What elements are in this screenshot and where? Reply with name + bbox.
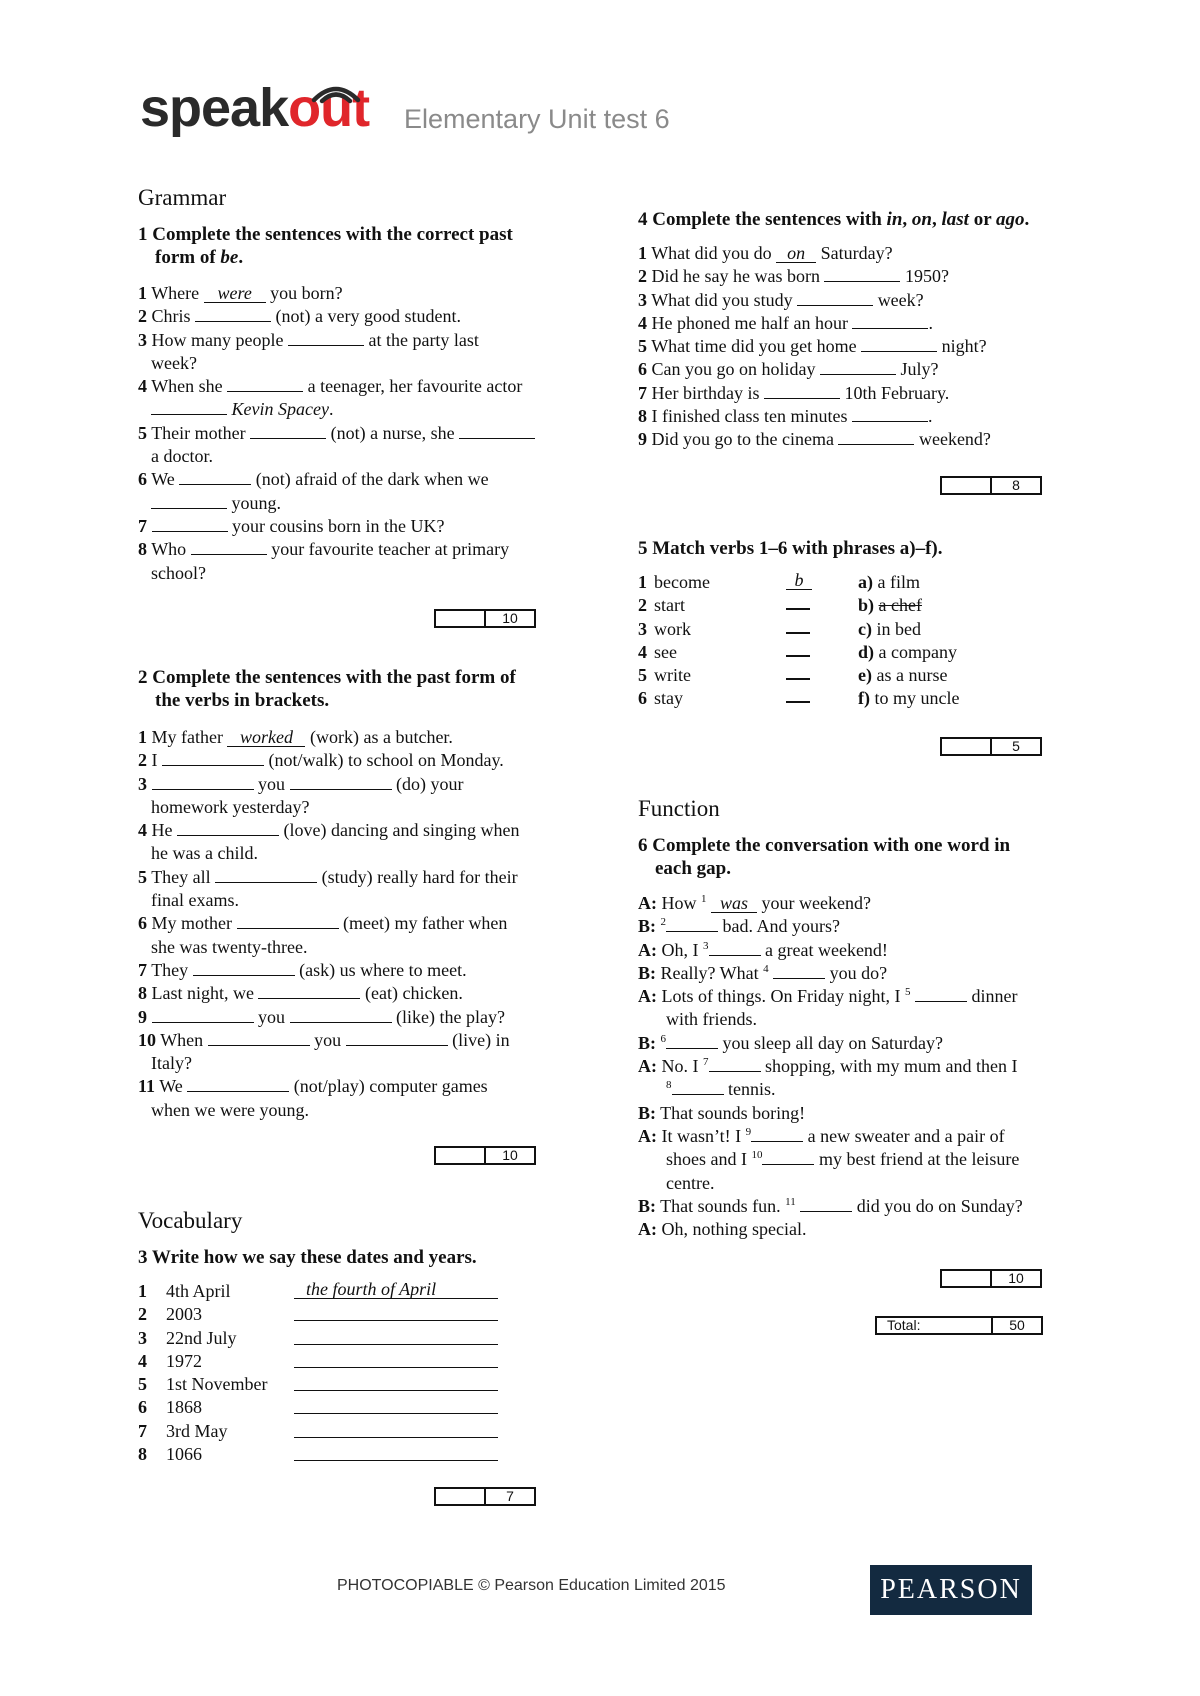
answer-blank[interactable]: [151, 400, 227, 415]
answer-blank[interactable]: [177, 821, 279, 836]
q2-item: 6 My mother (meet) my father when: [138, 913, 508, 934]
answer-blank[interactable]: [152, 1008, 254, 1023]
pearson-logo: PEARSON: [870, 1565, 1032, 1615]
q1-item: 4 When she a teenager, her favourite actor: [138, 376, 523, 397]
q3-item: 5 1st November: [138, 1373, 518, 1396]
match-blank[interactable]: [786, 618, 810, 634]
answer-blank[interactable]: [288, 331, 364, 346]
q4-items: [638, 242, 1068, 452]
dialogue-line: B: That sounds fun. $^{11}$ did you do on Sunday?: [638, 1195, 1023, 1216]
answer-blank[interactable]: [294, 1353, 498, 1368]
q6-score-box[interactable]: 10: [940, 1269, 1042, 1288]
answer-blank[interactable]: [773, 964, 825, 979]
answer-example: worked: [227, 728, 305, 747]
answer-blank[interactable]: [195, 307, 271, 322]
match-row: 3 work c) in bed: [638, 618, 921, 639]
answer-blank[interactable]: [709, 941, 761, 956]
q1-item: 7 your cousins born in the UK?: [138, 515, 445, 536]
q1-item: 2 Chris (not) a very good student.: [138, 306, 461, 327]
q2-item: 8 Last night, we (eat) chicken.: [138, 983, 463, 1004]
q3-item: 6 1868: [138, 1396, 518, 1419]
answer-blank[interactable]: [672, 1080, 724, 1095]
answer-blank[interactable]: [666, 917, 718, 932]
answer-blank[interactable]: [852, 407, 928, 422]
answer-blank[interactable]: [838, 430, 914, 445]
q3-score-box[interactable]: 7: [434, 1487, 536, 1506]
q1-instructions: 1 Complete the sentences with the correct past form of be.: [138, 224, 513, 268]
q4-item: 9 Did you go to the cinema weekend?: [638, 429, 991, 450]
answer-blank[interactable]: [290, 775, 392, 790]
q3-item: 4 1972: [138, 1350, 518, 1373]
q2-items: 1 My father worked (work) as a butcher. 2 I (not/walk) to school on Monday. 3 you (do) your homework yesterday? 4 He (love) dancing and singing when he was a child. 5 They all (study) really hard for their final exams. 6 My mother (meet) my father when she was twenty-three. 7 They (ask) us where to meet. 8 Last night, we (eat) chicken. 9 you (like) the play? 10 When you (live) in Italy? 11 We (not/play) computer games when we were young.: [138, 726, 598, 1122]
q1-items: 1 Where were you born? 2 Chris (not) a very good student. 3 How many people at the party last week? 4 When she a teenager, her favourite actor Kevin Spacey. 5 Their mother (not) a nurse, she a doctor. 6 We (not) afraid of the dark when we young. 7 your cousins born in the UK? 8 Who your favourite teacher at primary school?: [138, 282, 598, 585]
match-row: 1 become b a) a film: [638, 570, 920, 592]
q2-item: 4 He (love) dancing and singing when: [138, 820, 520, 841]
dialogue-line: B: $^6$ you sleep all day on Saturday?: [638, 1032, 943, 1053]
match-blank[interactable]: [786, 664, 810, 680]
q4-item: 7 Her birthday is 10th February.: [638, 382, 950, 403]
answer-blank[interactable]: [824, 267, 900, 282]
answer-blank[interactable]: [861, 337, 937, 352]
q1-item: 6 We (not) afraid of the dark when we: [138, 469, 489, 490]
answer-blank[interactable]: [187, 1077, 289, 1092]
answer-blank[interactable]: [237, 914, 339, 929]
total-score-box[interactable]: Total: 50: [875, 1316, 1043, 1335]
q4-item: 8 I finished class ten minutes .: [638, 406, 933, 427]
q1-item: 1 Where were you born?: [138, 283, 343, 303]
function-heading: Function: [638, 796, 720, 821]
match-row: 5 write e) as a nurse: [638, 665, 948, 686]
match-row: 6 stay f) to my uncle: [638, 688, 960, 709]
answer-blank[interactable]: [294, 1399, 498, 1414]
answer-blank[interactable]: [666, 1034, 718, 1049]
answer-blank[interactable]: [258, 984, 360, 999]
answer-blank[interactable]: [290, 1008, 392, 1023]
q6-dialogue: A: How $^1$ was your weekend? B: $^2$ bad. And yours? A: Oh, I $^3$ a great weekend! B: Really? What $^4$ you do? A: Lots of things. On Friday night, I $^5$ dinner with friends. B: $^6$ you sleep all day on Saturday? A: No. I $^7$ shopping, with my mum and then I $^8$ tennis. B: That sounds boring! A: It wasn’t! I $^9$ a new sweater and a pair of shoes and I $^{10}$ my best friend at the leisure centre. B: That sounds fun. $^{11}$ did you do on Sunday? A: Oh, nothing special.: [638, 892, 1088, 1241]
q1-item: 3 How many people at the party last: [138, 329, 479, 350]
q4-item: 6 Can you go on holiday July?: [638, 359, 939, 380]
match-blank[interactable]: [786, 687, 810, 703]
dialogue-line: A: Lots of things. On Friday night, I $^5$ dinner: [638, 986, 1018, 1007]
answer-example: the fourth of April: [294, 1280, 498, 1299]
q2-item: 10 When you (live) in: [138, 1029, 510, 1050]
answer-blank[interactable]: [294, 1330, 498, 1345]
answer-blank[interactable]: [227, 377, 303, 392]
q1-item: 8 Who your favourite teacher at primary: [138, 539, 510, 560]
q3-item: 3 22nd July: [138, 1327, 518, 1350]
test-subtitle: Elementary Unit test 6: [404, 104, 670, 134]
q4-score-box[interactable]: 8: [940, 476, 1042, 495]
answer-blank[interactable]: [152, 775, 254, 790]
answer-blank[interactable]: [294, 1423, 498, 1438]
dialogue-line: B: That sounds boring!: [638, 1102, 806, 1123]
answer-blank[interactable]: [797, 291, 873, 306]
q4-item: 3 What did you study week?: [638, 289, 924, 310]
logo-wordmark: speakout: [140, 78, 370, 138]
q2-item: 1 My father worked (work) as a butcher.: [138, 727, 453, 747]
q4-instructions: 4 Complete the sentences with in, on, last or ago.: [638, 209, 1030, 230]
match-blank[interactable]: [786, 641, 810, 657]
match-blank[interactable]: [786, 594, 810, 610]
q1-item: 5 Their mother (not) a nurse, she: [138, 422, 598, 445]
q5-score-box[interactable]: 5: [940, 737, 1042, 756]
answer-blank[interactable]: [152, 517, 228, 532]
signal-waves-icon: [306, 74, 366, 104]
dialogue-line: B: Really? What $^4$ you do?: [638, 962, 888, 983]
q1-score-box[interactable]: 10: [434, 609, 536, 628]
answer-blank[interactable]: [346, 1031, 448, 1046]
answer-blank[interactable]: [915, 987, 967, 1002]
q5-instructions: 5 Match verbs 1–6 with phrases a)–f).: [638, 538, 943, 559]
answer-blank[interactable]: [764, 384, 840, 399]
dialogue-line: A: Oh, nothing special.: [638, 1219, 807, 1240]
q3-instructions: 3 Write how we say these dates and years.: [138, 1247, 477, 1268]
q2-item: 3 you (do) your: [138, 773, 464, 794]
answer-blank[interactable]: [179, 470, 251, 485]
q2-item: 9 you (like) the play?: [138, 1006, 505, 1027]
answer-blank[interactable]: [294, 1446, 498, 1461]
match-row: 4 see d) a company: [638, 641, 957, 662]
match-row: 2 start b) a chef: [638, 595, 922, 616]
q3-item: 2 2003: [138, 1303, 518, 1326]
q4-item: 5 What time did you get home night?: [638, 336, 987, 357]
answer-blank[interactable]: [250, 424, 326, 439]
answer-blank[interactable]: [208, 1031, 310, 1046]
q2-item: 11 We (not/play) computer games: [138, 1076, 488, 1097]
answer-blank[interactable]: [294, 1376, 498, 1391]
answer-example: was: [711, 894, 757, 913]
answer-blank[interactable]: [762, 1150, 814, 1165]
q2-item: 2 I (not/walk) to school on Monday.: [138, 750, 504, 771]
q3-item: 7 3rd May: [138, 1420, 518, 1443]
answer-blank[interactable]: [800, 1197, 852, 1212]
answer-example: on: [776, 244, 816, 263]
answer-blank[interactable]: [709, 1057, 761, 1072]
answer-blank[interactable]: [820, 360, 896, 375]
q3-items: [138, 1280, 518, 1466]
grammar-heading: Grammar: [138, 185, 227, 210]
answer-example: were: [204, 284, 266, 303]
dialogue-line: B: $^2$ bad. And yours?: [638, 916, 840, 937]
answer-blank[interactable]: [193, 961, 295, 976]
dialogue-line: A: No. I $^7$ shopping, with my mum and then I: [638, 1056, 1018, 1077]
q2-instructions: 2 Complete the sentences with the past form of the verbs in brackets.: [138, 667, 516, 711]
q4-item: 2 Did he say he was born 1950?: [638, 266, 949, 287]
answer-blank[interactable]: [751, 1127, 803, 1142]
dialogue-line: A: It wasn’t! I $^9$ a new sweater and a pair of: [638, 1125, 1005, 1146]
answer-blank[interactable]: [459, 424, 535, 439]
q2-item: 5 They all (study) really hard for their: [138, 866, 518, 887]
answer-example: b: [786, 571, 812, 590]
q3-item: 1 4th April the fourth of April: [138, 1280, 518, 1303]
q6-instructions: 6 Complete the conversation with one word in each gap.: [638, 835, 1011, 879]
vocabulary-heading: Vocabulary: [138, 1208, 243, 1233]
q4-item: 1 What did you do on Saturday?: [638, 243, 893, 263]
q3-item: 8 1066: [138, 1443, 518, 1466]
speakout-logo: [140, 78, 369, 148]
answer-blank[interactable]: [151, 494, 227, 509]
q5-match: [638, 571, 1058, 711]
q4-item: 4 He phoned me half an hour .: [638, 312, 933, 333]
q2-item: 7 They (ask) us where to meet.: [138, 959, 467, 980]
q2-score-box[interactable]: 10: [434, 1146, 536, 1165]
dialogue-line: A: How $^1$ was your weekend?: [638, 893, 871, 913]
answer-blank[interactable]: [215, 868, 317, 883]
answer-blank[interactable]: [852, 314, 928, 329]
answer-blank[interactable]: [191, 540, 267, 555]
copyright-footer: PHOTOCOPIABLE © Pearson Education Limited 2015: [337, 1577, 726, 1594]
answer-blank[interactable]: [162, 751, 264, 766]
dialogue-line: A: Oh, I $^3$ a great weekend!: [638, 939, 888, 960]
answer-blank[interactable]: [294, 1306, 498, 1321]
